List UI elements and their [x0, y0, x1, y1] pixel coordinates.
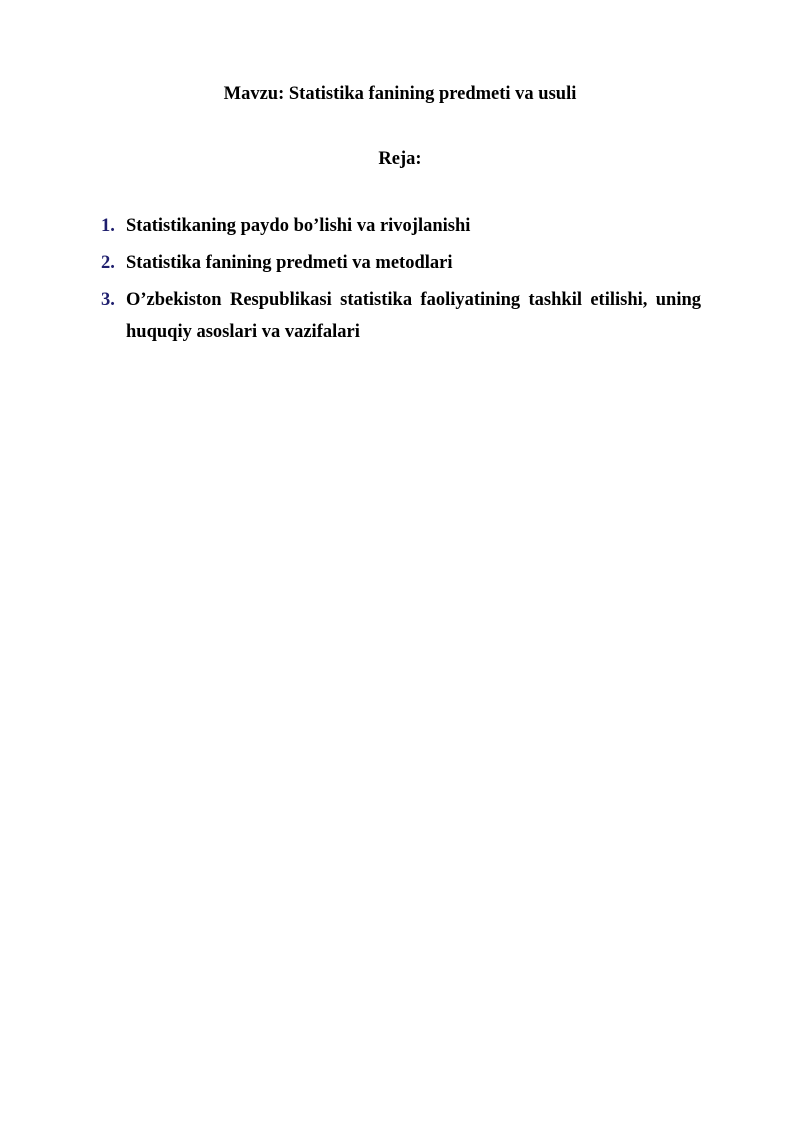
list-item-number: 3. [101, 290, 115, 310]
list-item-text: Statistikaning paydo bo’lishi va rivojlanishi [126, 216, 471, 236]
list-item-text: O’zbekiston Respublikasi statistika faoliyatining tashkil etilishi, uning huquqiy asoslari va vazifalari [126, 290, 701, 342]
list-item [101, 284, 701, 348]
list-item-number: 1. [101, 216, 115, 236]
list-item-number: 2. [101, 253, 115, 273]
plan-list [101, 210, 701, 353]
list-item [101, 210, 701, 242]
plan-heading: Reja: [378, 149, 422, 169]
page-title: Mavzu: Statistika fanining predmeti va usuli [223, 84, 577, 104]
list-item [101, 247, 701, 279]
list-item-text: Statistika fanining predmeti va metodlari [126, 253, 453, 273]
